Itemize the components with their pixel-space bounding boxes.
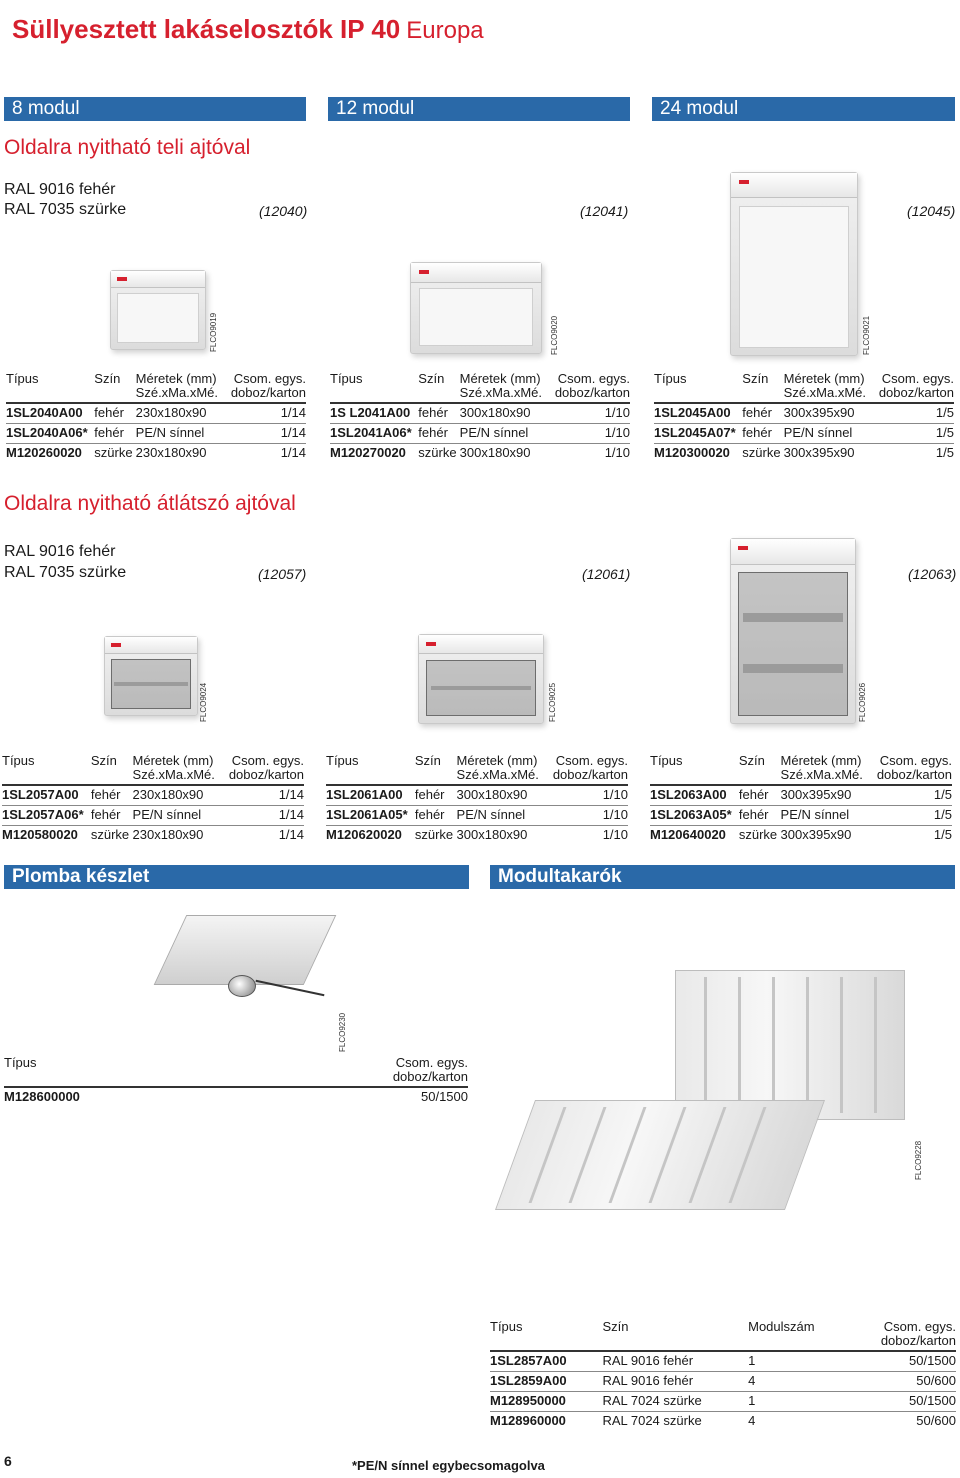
col-meretek: Méretek (mm) Szé.xMa.xMé. [132,753,215,782]
bar-8-modul: 8 modul [4,97,306,121]
product-image-12063 [730,538,856,724]
table-row: 1SL2061A05* fehér PE/N sínnel 1/10 [326,806,628,826]
image-label: FLCO9020 [550,315,559,355]
col-csom: Csom. egys. doboz/karton [552,753,628,782]
table-row: 1SL2041A06* fehér PE/N sínnel 1/10 [330,424,630,444]
spec-table-12040 [6,372,306,463]
image-label: FLCO9024 [199,682,208,722]
col-csom: Csom. egys. doboz/karton [880,1319,956,1348]
table-row: 1SL2057A06* fehér PE/N sínnel 1/14 [2,806,304,826]
section1-ral-grey: RAL 7035 szürke [4,201,127,218]
col-csom: Csom. egys. doboz/karton [230,371,306,400]
table-row: M120260020 szürke 230x180x90 1/14 [6,444,306,464]
col-modulszam: Modulszám [748,1319,815,1334]
table-row: M120270020 szürke 300x180x90 1/10 [330,444,630,464]
col-csom: Csom. egys. doboz/karton [876,753,952,782]
col-szin: Szín [738,753,765,768]
col-csom: Csom. egys. doboz/karton [392,1055,468,1084]
page-title-main: Süllyesztett lakáselosztók IP 40 [12,14,401,44]
product-image-12045 [730,172,858,356]
code-12063: (12063) [908,566,957,582]
image-label: FLCO9019 [209,312,218,352]
col-tipus: Típus [490,1319,523,1334]
col-tipus: Típus [6,371,39,386]
spec-table-12061 [326,754,628,845]
col-meretek: Méretek (mm) Szé.xMa.xMé. [459,371,543,400]
code-12041: (12041) [580,203,629,219]
product-image-12061 [418,634,544,724]
page-title [12,14,484,45]
bar-24-modul: 24 modul [652,97,955,121]
col-csom: Csom. egys. doboz/karton [228,753,304,782]
product-image-12041 [410,262,542,354]
table-row: M128600000 50/1500 [4,1087,468,1107]
spec-table-modultakarok [490,1320,956,1431]
table-row: M128950000 RAL 7024 szürke 1 50/1500 [490,1392,956,1412]
table-row: 1SL2063A00 fehér 300x395x90 1/5 [650,785,952,806]
section2-ral-white: RAL 9016 fehér [4,543,116,560]
table-row: M120300020 szürke 300x395x90 1/5 [654,444,954,464]
spec-table-12057 [2,754,304,845]
bar-modultakarok: Modultakarók [490,865,955,889]
image-label: FLCO9021 [862,315,871,355]
col-meretek: Méretek (mm) Szé.xMa.xMé. [456,753,539,782]
section2-heading: Oldalra nyitható átlátszó ajtóval [4,492,296,515]
table-row: 1SL2040A06* fehér PE/N sínnel 1/14 [6,424,306,444]
col-szin: Szín [414,753,441,768]
col-tipus: Típus [2,753,35,768]
product-image-12040 [110,270,206,350]
image-label: FLCO9230 [338,1012,347,1052]
table-row: 1S L2041A00 fehér 300x180x90 1/10 [330,403,630,424]
page-number: 6 [4,1453,12,1469]
col-szin: Szín [602,1319,629,1334]
code-12061: (12061) [582,566,631,582]
image-label: FLCO9025 [548,682,557,722]
col-csom: Csom. egys. doboz/karton [554,371,630,400]
modultakarok-image [505,960,915,1250]
col-csom: Csom. egys. doboz/karton [878,371,954,400]
bar-12-modul: 12 modul [328,97,630,121]
code-12040: (12040) [259,203,308,219]
table-row: 1SL2057A00 fehér 230x180x90 1/14 [2,785,304,806]
col-meretek: Méretek (mm) Szé.xMa.xMé. [780,753,863,782]
spec-table-12041 [330,372,630,463]
table-row: 1SL2040A00 fehér 230x180x90 1/14 [6,403,306,424]
page-title-series: Europa [406,17,484,44]
table-row: 1SL2045A00 fehér 300x395x90 1/5 [654,403,954,424]
image-label: FLCO9026 [858,682,867,722]
table-row: 1SL2063A05* fehér PE/N sínnel 1/5 [650,806,952,826]
spec-table-12063 [650,754,952,845]
col-tipus: Típus [330,371,363,386]
spec-table-plomba [4,1056,468,1107]
section2-ral-grey: RAL 7035 szürke [4,564,127,581]
table-row: 1SL2857A00 RAL 9016 fehér 1 50/1500 [490,1351,956,1372]
col-szin: Szín [418,371,445,386]
table-row: M120620020 szürke 300x180x90 1/10 [326,826,628,846]
code-12045: (12045) [907,203,956,219]
plomba-image [150,905,330,1045]
bar-plomba-keszlet: Plomba készlet [4,865,469,889]
col-tipus: Típus [650,753,683,768]
col-szin: Szín [94,371,121,386]
col-szin: Szín [90,753,117,768]
col-meretek: Méretek (mm) Szé.xMa.xMé. [135,371,219,400]
section1-ral-white: RAL 9016 fehér [4,181,116,198]
col-tipus: Típus [654,371,687,386]
table-row: 1SL2045A07* fehér PE/N sínnel 1/5 [654,424,954,444]
col-tipus: Típus [4,1055,37,1070]
spec-table-12045 [654,372,954,463]
col-tipus: Típus [326,753,359,768]
section1-heading: Oldalra nyitható teli ajtóval [4,136,251,159]
col-meretek: Méretek (mm) Szé.xMa.xMé. [783,371,867,400]
product-image-12057 [104,636,198,716]
code-12057: (12057) [258,566,307,582]
footnote: *PE/N sínnel egybecsomagolva [352,1458,545,1473]
col-szin: Szín [742,371,769,386]
table-row: 1SL2859A00 RAL 9016 fehér 4 50/600 [490,1372,956,1392]
table-row: M128960000 RAL 7024 szürke 4 50/600 [490,1412,956,1432]
image-label: FLCO9228 [914,1140,923,1180]
table-row: 1SL2061A00 fehér 300x180x90 1/10 [326,785,628,806]
table-row: M120640020 szürke 300x395x90 1/5 [650,826,952,846]
table-row: M120580020 szürke 230x180x90 1/14 [2,826,304,846]
